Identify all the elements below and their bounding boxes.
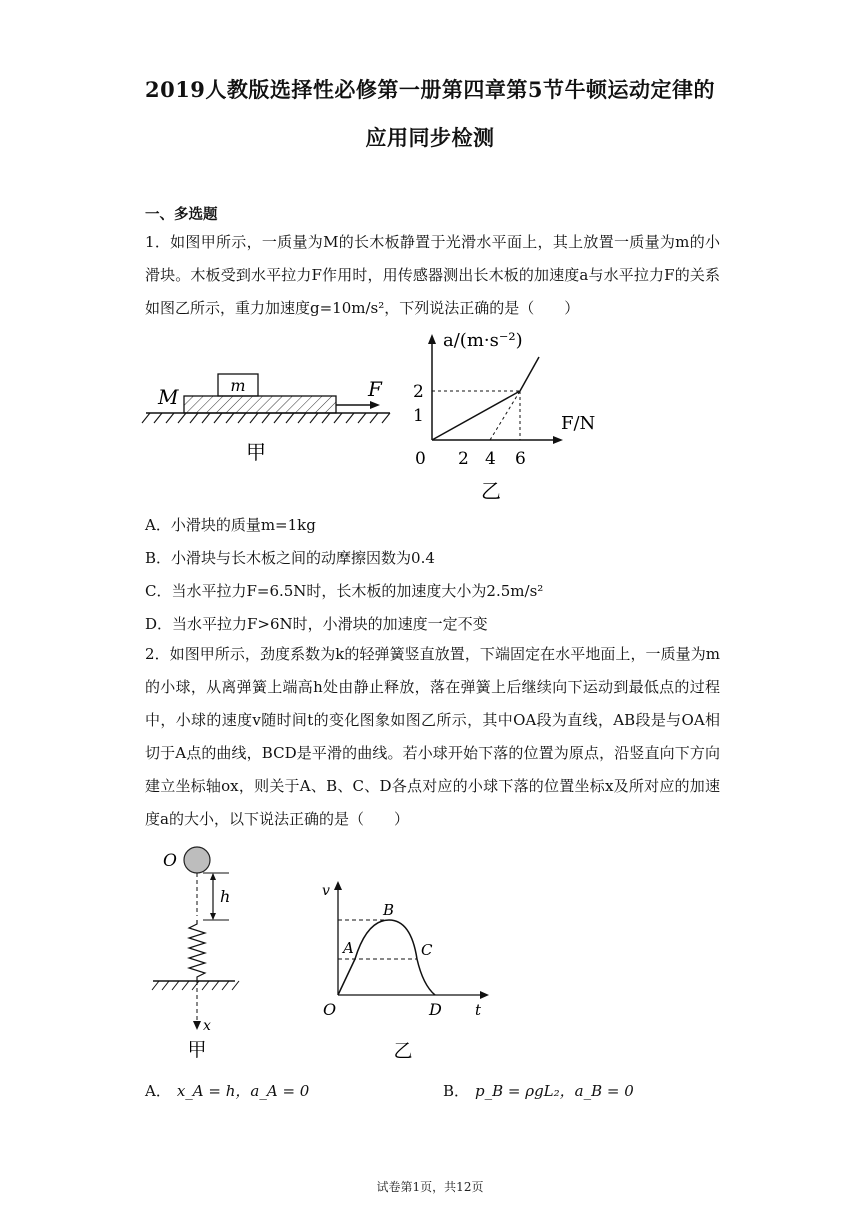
q2-option-a-math: x_A = h，a_A = 0 — [176, 1082, 310, 1100]
q1-option-b: B．小滑块与长木板之间的动摩擦因数为0.4 — [145, 549, 435, 567]
y-tick-2: 2 — [413, 382, 424, 402]
label-F: F — [368, 377, 382, 401]
x-tick-6: 6 — [515, 449, 526, 469]
force-arrow — [370, 401, 380, 409]
curve-AB-C — [355, 920, 417, 959]
q2-figure-yi — [305, 875, 495, 1065]
y-axis-label: a/(m·s⁻²) — [443, 330, 523, 351]
q1-option-a: A．小滑块的质量m=1kg — [145, 516, 316, 534]
segment-OA — [338, 959, 355, 995]
document-title-line2: 应用同步检测 — [365, 125, 495, 150]
curve-CD — [417, 959, 435, 995]
question-2-stem: 2．如图甲所示，劲度系数为k的轻弹簧竖直放置，下端固定在水平地面上，一质量为m的小球，从离弹簧上端高h处由静止释放，落在弹簧上后继续向下运动到最低点的过程中，小球的速度v随时间t的变化图象如图乙所示，其中OA段为直线，AB段是与OA相切于A点的曲线，BCD是平滑的曲线。若小球开始下落的位置为原点，沿竖直向下方向建立坐标轴ox，则关于A、B、C、D各点对应的小球下落的位置坐标x及所对应的加速度a的大小，以下说法正确的是（ ） — [145, 645, 720, 828]
q1-option-d: D．当水平拉力F>6N时，小滑块的加速度一定不变 — [145, 615, 488, 633]
q2-option-a — [145, 1080, 309, 1101]
guide-extension — [490, 391, 520, 440]
label-M: M — [158, 385, 179, 409]
caption-jia-2: 甲 — [187, 1039, 207, 1061]
question-1-stem: 1．如图甲所示，一质量为M的长木板静置于光滑水平面上，其上放置一质量为m的小滑块。木板受到水平拉力F作用时，用传感器测出长木板的加速度a与水平拉力F的关系如图乙所示，重力加速度g=10m/s²，下列说法正确的是（ ） — [145, 233, 720, 317]
caption-yi-2: 乙 — [393, 1040, 413, 1062]
y-tick-1: 1 — [413, 406, 424, 426]
long-board — [184, 396, 336, 413]
graph-segment-1 — [432, 391, 520, 440]
q2-option-b — [443, 1080, 634, 1101]
label-x: x — [203, 1018, 211, 1034]
x-tick-4: 4 — [485, 449, 496, 469]
graph-segment-2 — [520, 357, 539, 391]
spring — [189, 920, 205, 981]
label-m: m — [230, 376, 246, 395]
q1-option-c: C．当水平拉力F=6.5N时，长木板的加速度大小为2.5m/s² — [145, 582, 544, 600]
section-heading: 一、多选题 — [145, 206, 218, 223]
label-A: A — [343, 939, 354, 957]
q2-option-a-label: A． — [145, 1082, 171, 1100]
label-t: t — [475, 1001, 482, 1019]
document-title-line1: 2019人教版选择性必修第一册第四章第5节牛顿运动定律的 — [144, 77, 716, 102]
label-O: O — [323, 1000, 337, 1019]
label-B: B — [383, 901, 395, 919]
label-C: C — [421, 941, 433, 959]
q1-figure-jia — [140, 360, 400, 470]
x-tick-2: 2 — [458, 449, 469, 469]
q2-figure-jia — [145, 838, 255, 1068]
caption-jia: 甲 — [246, 440, 266, 464]
label-h: h — [220, 887, 231, 906]
page-footer: 试卷第1页，共12页 — [376, 1180, 484, 1194]
label-O-origin: O — [163, 851, 177, 871]
q1-figure-yi — [405, 322, 610, 502]
x-tick-0: 0 — [415, 449, 426, 469]
q2-option-b-math: p_B = ρgL₂，a_B = 0 — [475, 1082, 634, 1100]
x-axis-label: F/N — [561, 413, 596, 434]
label-D: D — [429, 1000, 442, 1019]
label-v: v — [322, 883, 330, 899]
caption-yi: 乙 — [481, 479, 501, 502]
q2-option-b-label: B． — [443, 1082, 470, 1100]
ball — [184, 847, 210, 873]
